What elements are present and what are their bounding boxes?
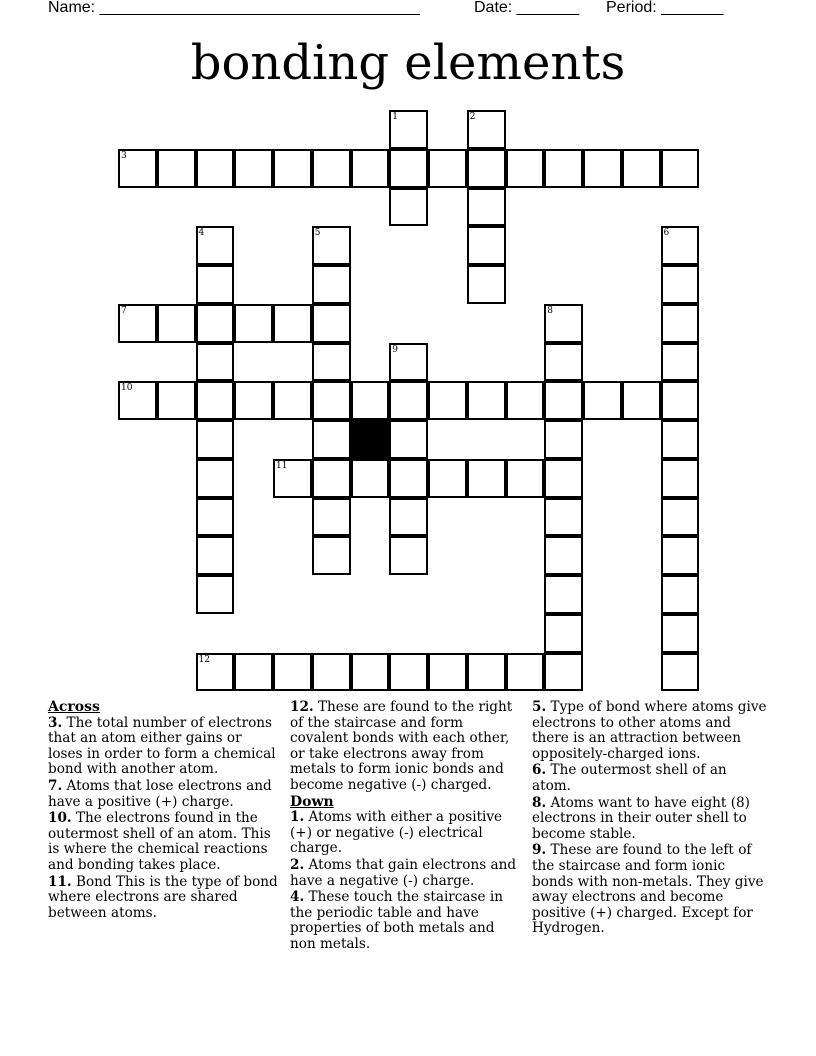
letter-cell[interactable] xyxy=(196,498,235,537)
date-field[interactable] xyxy=(474,0,579,17)
letter-cell[interactable] xyxy=(544,420,583,459)
letter-cell[interactable] xyxy=(661,536,700,575)
letter-cell[interactable] xyxy=(196,575,235,614)
clue-number: 7 xyxy=(121,305,127,316)
letter-cell[interactable] xyxy=(661,343,700,382)
letter-cell[interactable] xyxy=(661,575,700,614)
letter-cell[interactable] xyxy=(544,459,583,498)
letter-cell[interactable] xyxy=(351,459,390,498)
letter-cell[interactable] xyxy=(196,381,235,420)
name-field[interactable] xyxy=(48,0,420,17)
letter-cell[interactable] xyxy=(544,381,583,420)
letter-cell[interactable] xyxy=(661,149,700,188)
date-label: Date: xyxy=(474,0,517,16)
letter-cell[interactable] xyxy=(234,149,273,188)
letter-cell[interactable] xyxy=(467,149,506,188)
clue-number: 3 xyxy=(121,150,127,161)
letter-cell[interactable] xyxy=(196,653,235,692)
clue-number: 5 xyxy=(314,228,321,239)
letter-cell[interactable] xyxy=(506,653,545,692)
clues-column-1 xyxy=(48,700,280,922)
down-clue: 8. Atoms want to have eight (8) electrons in their outer shell to become stable. xyxy=(532,794,750,842)
letter-cell[interactable] xyxy=(312,498,351,537)
letter-cell[interactable] xyxy=(467,110,506,149)
letter-cell[interactable] xyxy=(467,653,506,692)
letter-cell[interactable] xyxy=(273,304,312,343)
letter-cell[interactable] xyxy=(389,420,428,459)
letter-cell[interactable] xyxy=(196,420,235,459)
across-clue: 11. Bond This is the type of bond where electrons are shared between atoms. xyxy=(48,873,278,921)
puzzle-title: bonding elements xyxy=(190,35,626,91)
letter-cell[interactable] xyxy=(661,265,700,304)
clue-number: 9 xyxy=(392,344,398,355)
clue-number: 6 xyxy=(663,228,670,239)
date-line: _______ xyxy=(516,0,579,16)
across-clue: 3. The total number of electrons that an atom either gains or loses in order to form a chemical bond with another atom. xyxy=(48,714,276,778)
letter-cell[interactable] xyxy=(157,149,196,188)
clue-number: 4 xyxy=(198,228,205,239)
letter-cell[interactable] xyxy=(389,110,428,149)
name-label: Name: xyxy=(48,0,100,16)
letter-cell[interactable] xyxy=(312,536,351,575)
clue-number: 8 xyxy=(547,305,553,316)
letter-cell[interactable] xyxy=(389,536,428,575)
letter-cell[interactable] xyxy=(467,265,506,304)
letter-cell[interactable] xyxy=(196,343,235,382)
letter-cell[interactable] xyxy=(544,575,583,614)
letter-cell[interactable] xyxy=(273,149,312,188)
letter-cell[interactable] xyxy=(389,381,428,420)
letter-cell[interactable] xyxy=(196,459,235,498)
letter-cell[interactable] xyxy=(389,653,428,692)
letter-cell[interactable] xyxy=(544,498,583,537)
letter-cell[interactable] xyxy=(312,149,351,188)
across-clue: 12. These are found to the right of the staircase and form covalent bonds with each other, or take electrons away from metals to form ionic bonds and become negative (-) charged. xyxy=(290,699,513,793)
letter-cell[interactable] xyxy=(506,149,545,188)
letter-cell[interactable] xyxy=(622,381,661,420)
clue-number: 10 xyxy=(121,383,133,394)
letter-cell[interactable] xyxy=(389,498,428,537)
letter-cell[interactable] xyxy=(312,459,351,498)
letter-cell[interactable] xyxy=(661,498,700,537)
letter-cell[interactable] xyxy=(312,381,351,420)
letter-cell[interactable] xyxy=(622,149,661,188)
student-info-header xyxy=(48,0,768,20)
letter-cell[interactable] xyxy=(661,614,700,653)
period-label: Period: xyxy=(606,0,662,16)
letter-cell[interactable] xyxy=(234,381,273,420)
letter-cell[interactable] xyxy=(351,653,390,692)
down-clue: 6. The outermost shell of an atom. xyxy=(532,762,727,794)
letter-cell[interactable] xyxy=(118,304,157,343)
letter-cell[interactable] xyxy=(428,149,467,188)
letter-cell[interactable] xyxy=(428,459,467,498)
letter-cell[interactable] xyxy=(661,381,700,420)
letter-cell[interactable] xyxy=(661,420,700,459)
down-heading: Down xyxy=(290,793,334,810)
letter-cell[interactable] xyxy=(118,149,157,188)
down-clue: 5. Type of bond where atoms give electrons to other atoms and there is an attraction between oppositely-charged ions. xyxy=(532,699,767,762)
letter-cell[interactable] xyxy=(544,343,583,382)
letter-cell[interactable] xyxy=(389,188,428,227)
clues-column-2 xyxy=(290,700,522,954)
letter-cell[interactable] xyxy=(544,536,583,575)
letter-cell[interactable] xyxy=(467,459,506,498)
letter-cell[interactable] xyxy=(196,536,235,575)
letter-cell[interactable] xyxy=(661,226,700,265)
letter-cell[interactable] xyxy=(467,381,506,420)
letter-cell[interactable] xyxy=(389,149,428,188)
clue-number: 2 xyxy=(469,112,476,122)
letter-cell[interactable] xyxy=(273,653,312,692)
letter-cell[interactable] xyxy=(467,188,506,227)
letter-cell[interactable] xyxy=(196,226,235,265)
down-clue: 4. These touch the staircase in the periodic table and have properties of both metals and non metals. xyxy=(290,889,503,952)
letter-cell[interactable] xyxy=(583,149,622,188)
blocked-cell xyxy=(351,420,390,459)
across-clue: 10. The electrons found in the outermost shell of an atom. This is where the chemical reactions and bonding takes place. xyxy=(48,810,271,873)
letter-cell[interactable] xyxy=(389,343,428,382)
letter-cell[interactable] xyxy=(351,381,390,420)
down-clue: 9. These are found to the left of the staircase and form ionic bonds with non-metals. They give away electrons and become positive (+) charged. Except for Hydrogen. xyxy=(532,842,764,937)
letter-cell[interactable] xyxy=(312,653,351,692)
letter-cell[interactable] xyxy=(196,304,235,343)
letter-cell[interactable] xyxy=(196,265,235,304)
letter-cell[interactable] xyxy=(467,226,506,265)
letter-cell[interactable] xyxy=(312,265,351,304)
letter-cell[interactable] xyxy=(234,653,273,692)
letter-cell[interactable] xyxy=(196,149,235,188)
letter-cell[interactable] xyxy=(273,381,312,420)
letter-cell[interactable] xyxy=(506,381,545,420)
down-clue: 2. Atoms that gain electrons and have a negative (-) charge. xyxy=(290,856,517,889)
letter-cell[interactable] xyxy=(428,381,467,420)
letter-cell[interactable] xyxy=(544,653,583,692)
letter-cell[interactable] xyxy=(351,149,390,188)
letter-cell[interactable] xyxy=(544,614,583,653)
letter-cell[interactable] xyxy=(157,381,196,420)
letter-cell[interactable] xyxy=(273,459,312,498)
letter-cell[interactable] xyxy=(234,304,273,343)
letter-cell[interactable] xyxy=(661,459,700,498)
letter-cell[interactable] xyxy=(157,304,196,343)
letter-cell[interactable] xyxy=(312,226,351,265)
letter-cell[interactable] xyxy=(661,653,700,692)
name-line: ____________________________________ xyxy=(99,0,420,16)
down-clue: 1. Atoms with either a positive (+) or negative (-) electrical charge. xyxy=(290,809,503,857)
letter-cell[interactable] xyxy=(661,304,700,343)
letter-cell[interactable] xyxy=(428,653,467,692)
clue-number: 12 xyxy=(198,654,210,665)
clues-column-3 xyxy=(532,700,768,938)
letter-cell[interactable] xyxy=(544,304,583,343)
clue-number: 11 xyxy=(276,460,288,471)
letter-cell[interactable] xyxy=(312,304,351,343)
letter-cell[interactable] xyxy=(118,381,157,420)
letter-cell[interactable] xyxy=(583,381,622,420)
letter-cell[interactable] xyxy=(544,149,583,188)
letter-cell[interactable] xyxy=(506,459,545,498)
letter-cell[interactable] xyxy=(312,420,351,459)
across-clue: 7. Atoms that lose electrons and have a positive (+) charge. xyxy=(48,777,272,810)
period-line: _______ xyxy=(661,0,724,16)
period-field[interactable] xyxy=(606,0,723,17)
letter-cell[interactable] xyxy=(389,459,428,498)
across-heading: Across xyxy=(48,699,100,715)
letter-cell[interactable] xyxy=(312,343,351,382)
clue-number: 1 xyxy=(392,112,398,122)
